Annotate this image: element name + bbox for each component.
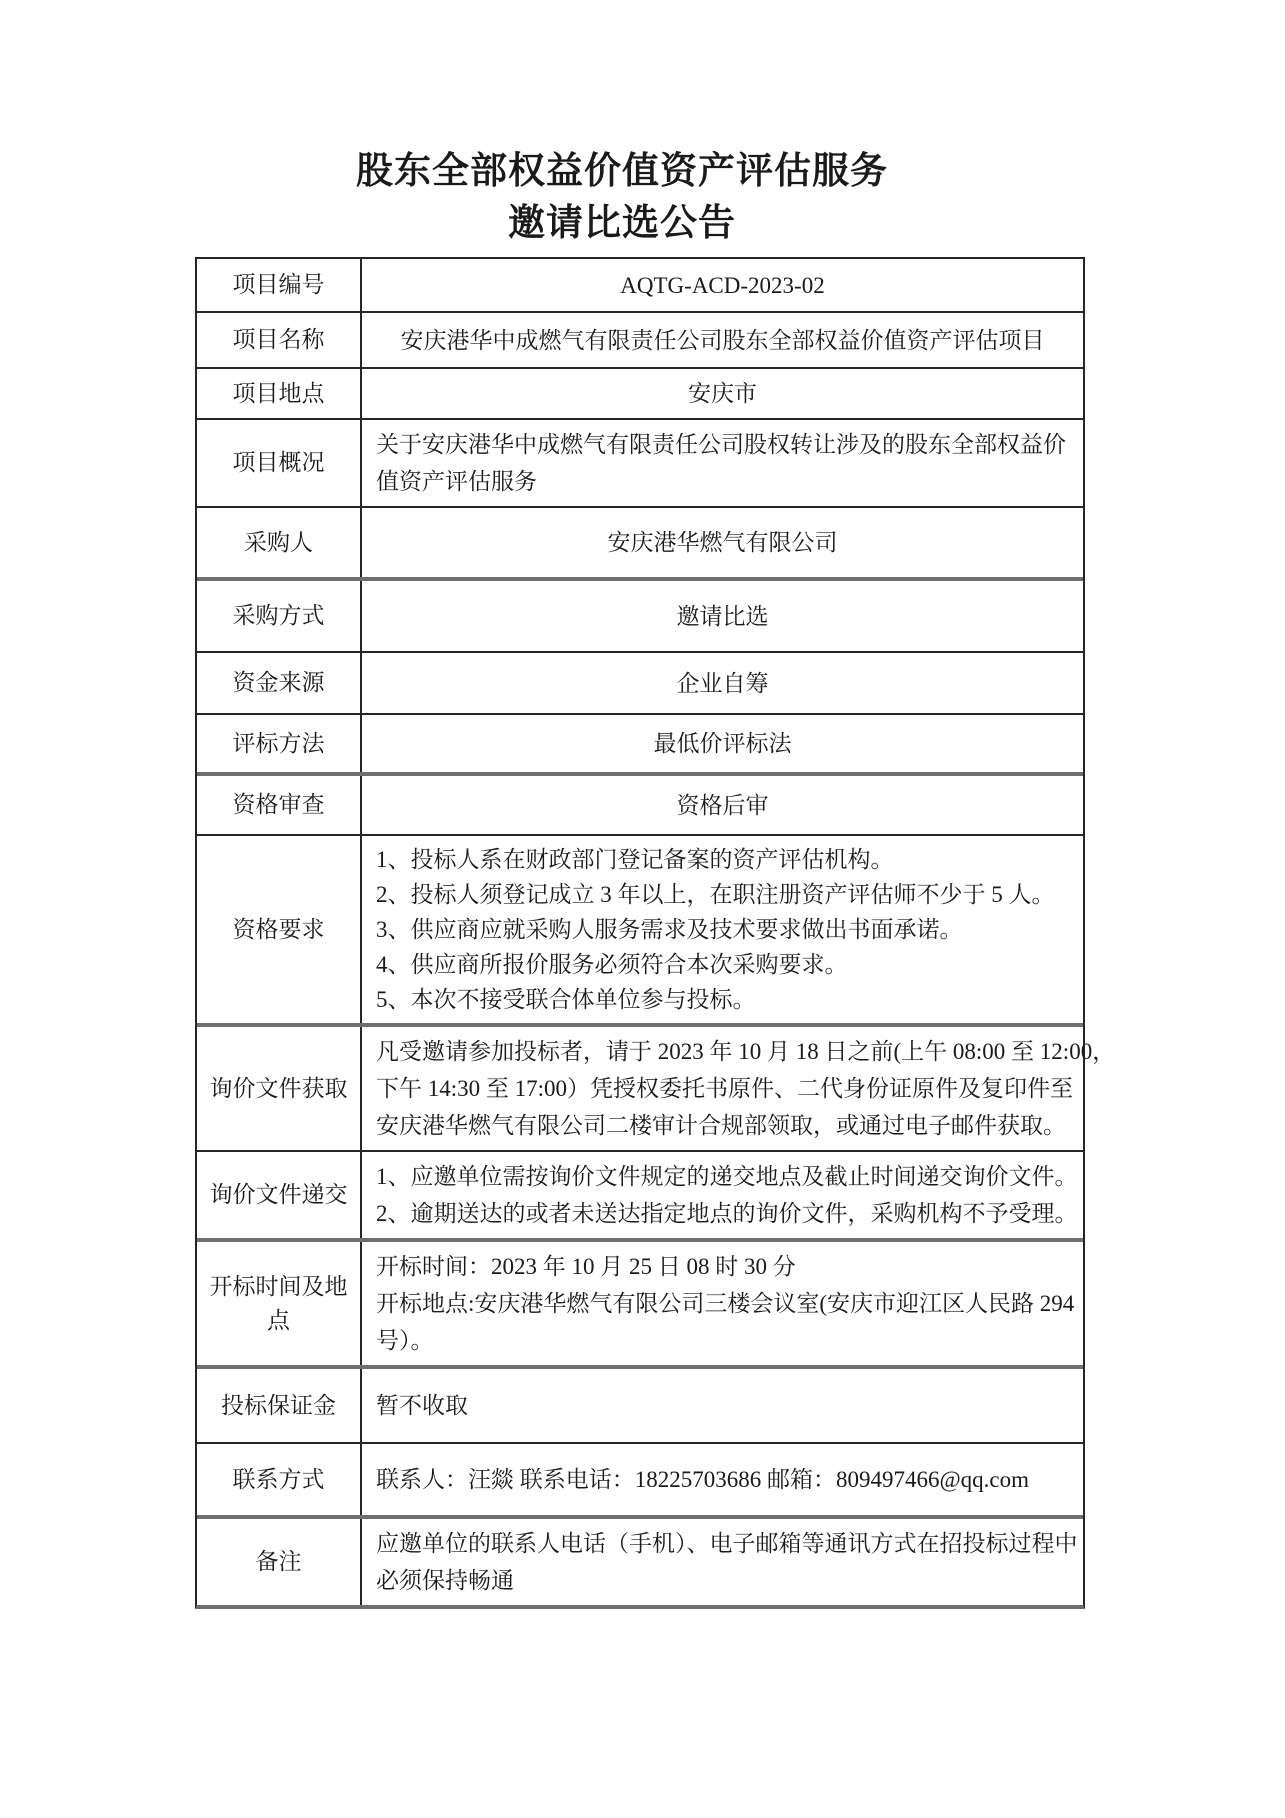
row-label: 投标保证金 bbox=[197, 1369, 362, 1442]
table-row-project-name bbox=[197, 313, 1083, 369]
row-value-line: 5、本次不接受联合体单位参与投标。 bbox=[376, 987, 756, 1012]
row-value bbox=[362, 1242, 1088, 1365]
row-value-line: 值资产评估服务 bbox=[376, 469, 537, 494]
row-value-text: 联系人：汪燚 联系电话：18225703686 邮箱：809497466@qq.com bbox=[376, 1467, 1030, 1492]
row-value-text: 暂不收取 bbox=[376, 1393, 468, 1418]
row-value-line: 1、应邀单位需按询价文件规定的递交地点及截止时间递交询价文件。 bbox=[376, 1164, 1078, 1189]
row-value-text: 资格后审 bbox=[676, 792, 769, 818]
row-value-text: 安庆市 bbox=[688, 381, 757, 406]
row-value bbox=[362, 369, 1083, 418]
table-row-inquiry-document-submission bbox=[197, 1152, 1083, 1242]
row-value-line: 号）。 bbox=[376, 1328, 434, 1353]
row-value-line: 凡受邀请参加投标者，请于 2023 年 10 月 18 日之前(上午 08:00 至 12:00， bbox=[376, 1039, 1116, 1064]
row-label: 开标时间及地点 bbox=[197, 1242, 362, 1365]
row-value-line: 1、投标人系在财政部门登记备案的资产评估机构。 bbox=[376, 847, 894, 872]
table-row-project-id bbox=[197, 259, 1083, 313]
table-row-procurement-method bbox=[197, 581, 1083, 653]
table-row-contact-info bbox=[197, 1444, 1083, 1519]
row-label: 项目地点 bbox=[197, 369, 362, 418]
row-value bbox=[362, 1444, 1083, 1515]
row-value-text: 安庆港华中成燃气有限责任公司股东全部权益价值资产评估项目 bbox=[400, 327, 1045, 353]
row-value bbox=[362, 508, 1083, 577]
document-title-line1: 股东全部权益价值资产评估服务 bbox=[356, 151, 888, 192]
table-row-bid-opening-time-place bbox=[197, 1242, 1083, 1369]
row-value bbox=[362, 776, 1083, 834]
row-value bbox=[362, 313, 1083, 367]
row-label: 采购人 bbox=[197, 508, 362, 577]
row-value-line: 3、供应商应就采购人服务需求及技术要求做出书面承诺。 bbox=[376, 917, 963, 942]
row-label: 项目名称 bbox=[197, 313, 362, 367]
row-value-line: 安庆港华燃气有限公司二楼审计合规部领取，或通过电子邮件获取。 bbox=[376, 1113, 1066, 1138]
row-value-text: 安庆港华燃气有限公司 bbox=[607, 530, 838, 555]
row-value bbox=[362, 1369, 1083, 1442]
row-value-line: 2、逾期送达的或者未送达指定地点的询价文件，采购机构不予受理。 bbox=[376, 1201, 1078, 1226]
table-row-remarks bbox=[197, 1519, 1083, 1605]
row-value-text: AQTG-ACD-2023-02 bbox=[620, 272, 825, 298]
row-label: 采购方式 bbox=[197, 581, 362, 651]
row-label: 项目概况 bbox=[197, 420, 362, 506]
table-row-project-overview bbox=[197, 420, 1083, 508]
row-value-line: 关于安庆港华中成燃气有限责任公司股权转让涉及的股东全部权益价 bbox=[376, 432, 1066, 457]
row-value bbox=[362, 420, 1083, 506]
row-label: 资格要求 bbox=[197, 836, 362, 1023]
table-row-qualification-review bbox=[197, 776, 1083, 836]
row-label: 询价文件递交 bbox=[197, 1152, 362, 1238]
row-value-line: 开标地点:安庆港华燃气有限公司三楼会议室(安庆市迎江区人民路 294 bbox=[376, 1291, 1075, 1316]
table-row-inquiry-document-collection bbox=[197, 1027, 1116, 1152]
document-title bbox=[0, 146, 1244, 250]
row-label: 询价文件获取 bbox=[197, 1027, 362, 1150]
row-value-line: 应邀单位的联系人电话（手机）、电子邮箱等通讯方式在招投标过程中 bbox=[376, 1531, 1078, 1556]
row-value bbox=[362, 259, 1083, 311]
table-row-evaluation-method bbox=[197, 715, 1083, 776]
row-value bbox=[362, 836, 1083, 1023]
table-row-qualification-requirements bbox=[197, 836, 1083, 1027]
table-row-purchaser bbox=[197, 508, 1083, 581]
table-row-bid-deposit bbox=[197, 1369, 1083, 1444]
document-title-line2: 邀请比选公告 bbox=[508, 203, 736, 244]
row-value-line: 下午 14:30 至 17:00）凭授权委托书原件、二代身份证原件及复印件至 bbox=[376, 1076, 1074, 1101]
row-value-line: 必须保持畅通 bbox=[376, 1568, 514, 1593]
row-value bbox=[362, 1519, 1092, 1605]
row-value-line: 开标时间：2023 年 10 月 25 日 08 时 30 分 bbox=[376, 1254, 796, 1279]
row-value-text: 企业自筹 bbox=[676, 670, 769, 696]
row-value bbox=[362, 1027, 1129, 1150]
row-value-line: 4、供应商所报价服务必须符合本次采购要求。 bbox=[376, 952, 848, 977]
table-row-funding-source bbox=[197, 653, 1083, 715]
row-value bbox=[362, 1152, 1092, 1238]
row-value-line: 2、投标人须登记成立 3 年以上，在职注册资产评估师不少于 5 人。 bbox=[376, 882, 1055, 907]
row-label: 资格审查 bbox=[197, 776, 362, 834]
row-value-text: 最低价评标法 bbox=[653, 731, 792, 756]
row-label: 评标方法 bbox=[197, 715, 362, 772]
row-label: 资金来源 bbox=[197, 653, 362, 713]
row-value bbox=[362, 715, 1083, 772]
row-value bbox=[362, 581, 1083, 651]
row-label: 备注 bbox=[197, 1519, 362, 1605]
row-value-text: 邀请比选 bbox=[676, 603, 769, 629]
announcement-table bbox=[195, 257, 1116, 1609]
row-value bbox=[362, 653, 1083, 713]
table-row-project-location bbox=[197, 369, 1083, 420]
row-label: 联系方式 bbox=[197, 1444, 362, 1515]
row-label: 项目编号 bbox=[197, 259, 362, 311]
